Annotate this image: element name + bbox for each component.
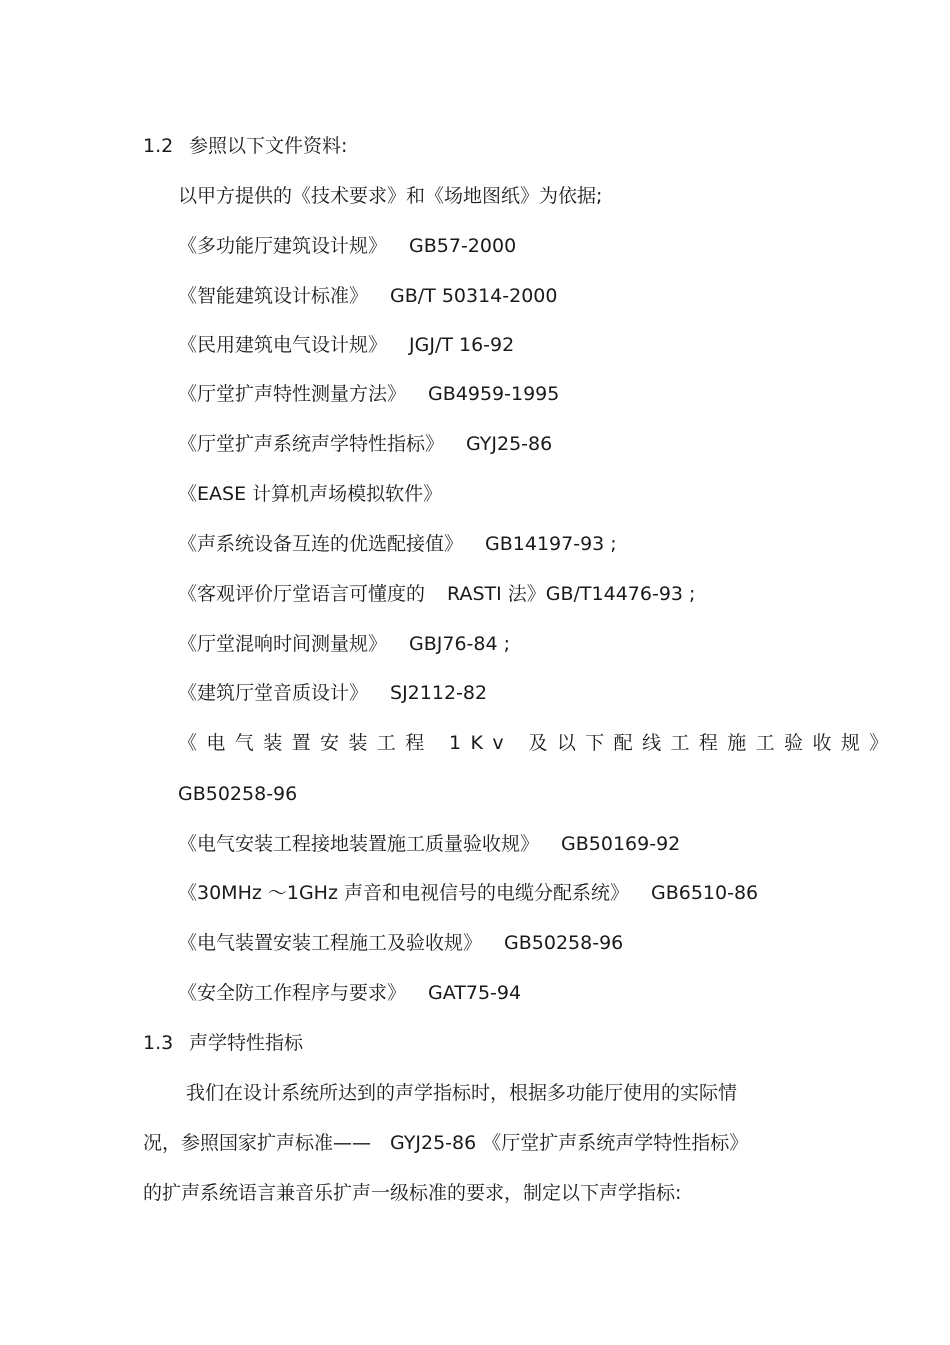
intro-text: 以甲方提供的《技术要求》和《场地图纸》为依据; [178, 185, 603, 207]
reference-item: 《声系统设备互连的优选配接值》 GB14197-93 ; [178, 533, 617, 555]
reference-item: 《电气装置安装工程施工及验收规》 GB50258-96 [178, 932, 624, 954]
section-heading-1-3 [143, 1031, 303, 1055]
paragraph-line: 我们在设计系统所达到的声学指标时，根据多功能厅使用的实际情 [186, 1082, 738, 1104]
reference-item: 《多功能厅建筑设计规》 GB57-2000 [178, 235, 517, 257]
reference-item-code: GB50258-96 [178, 783, 298, 805]
section-heading-1-2 [143, 134, 347, 158]
reference-item: 《厅堂混响时间测量规》 GBJ76-84 ; [178, 633, 511, 655]
reference-item: 《民用建筑电气设计规》 JGJ/T 16-92 [178, 334, 515, 356]
section-number: 1.3 [143, 1032, 174, 1054]
reference-item: 《EASE 计算机声场模拟软件》 [178, 483, 443, 505]
reference-item: 《客观评价厅堂语言可懂度的 RASTI 法》GB/T14476-93 ; [178, 583, 696, 605]
paragraph-line: 况，参照国家扩声标准—— GYJ25-86 《厅堂扩声系统声学特性指标》 [143, 1132, 749, 1154]
reference-item-title: 《电气装置安装工程 1Kv 及以下配线工程施工验收规》 [178, 732, 898, 754]
reference-item: 《智能建筑设计标准》 GB/T 50314-2000 [178, 285, 558, 307]
reference-item: 《厅堂扩声特性测量方法》 GB4959-1995 [178, 383, 560, 405]
reference-item: 《30MHz ～1GHz 声音和电视信号的电缆分配系统》 GB6510-86 [178, 882, 759, 904]
reference-item: 《安全防工作程序与要求》 GAT75-94 [178, 982, 522, 1004]
reference-item: 《建筑厅堂音质设计》 SJ2112-82 [178, 682, 488, 704]
reference-item: 《厅堂扩声系统声学特性指标》 GYJ25-86 [178, 433, 553, 455]
section-title: 参照以下文件资料: [189, 135, 348, 157]
section-title: 声学特性指标 [189, 1032, 304, 1054]
paragraph-line: 的扩声系统语言兼音乐扩声一级标准的要求，制定以下声学指标: [143, 1182, 682, 1204]
section-number: 1.2 [143, 135, 174, 157]
reference-item: 《电气安装工程接地装置施工质量验收规》 GB50169-92 [178, 833, 681, 855]
